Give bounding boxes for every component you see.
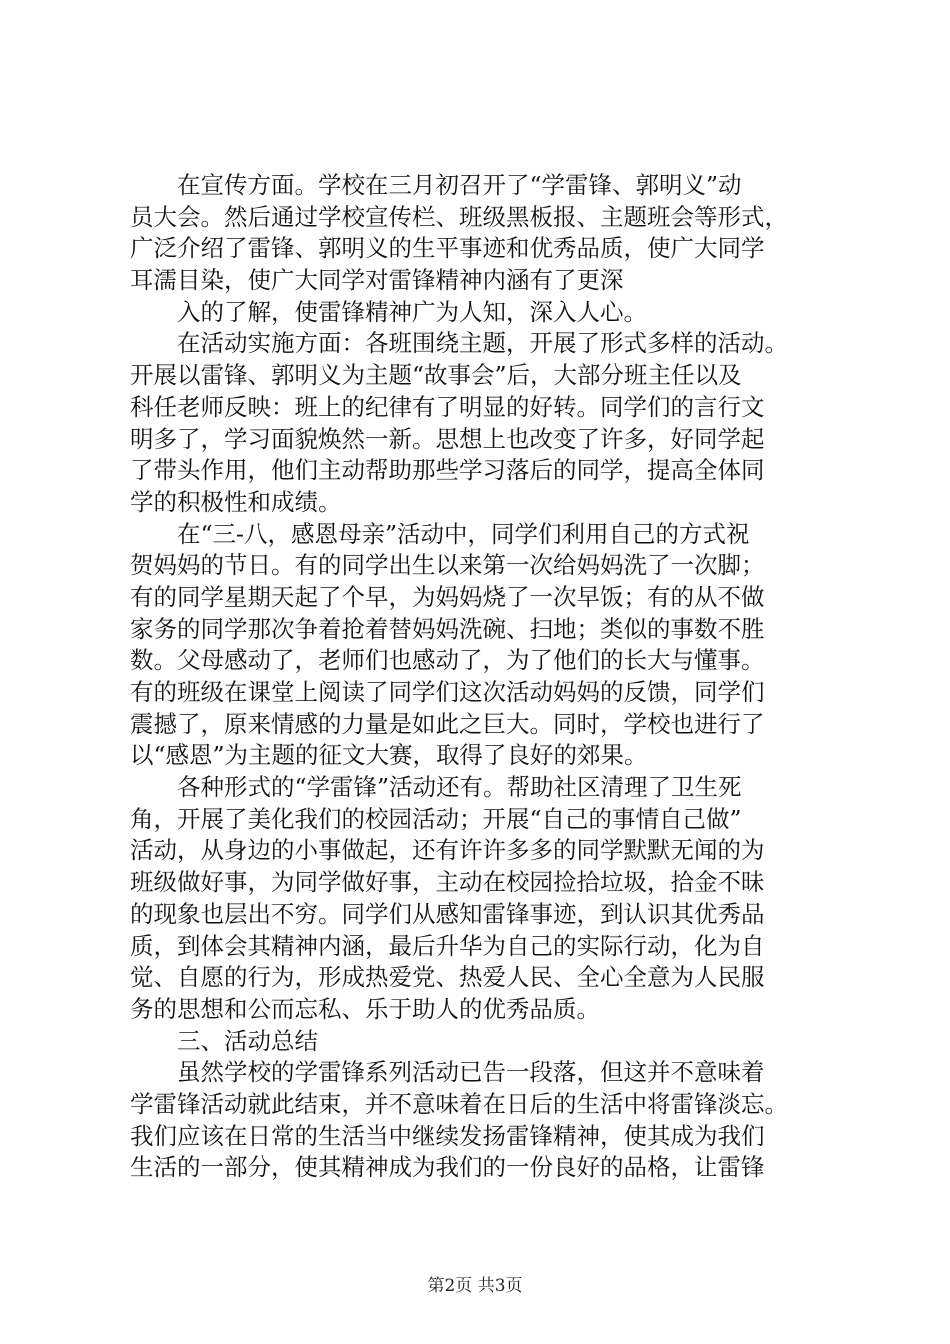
text-line: 务的思想和公而忘私、乐于助人的优秀品质。 [130, 994, 600, 1023]
text-line: 在活动实施方面：各班围绕主题，开展了形式多样的活动。 [130, 329, 788, 358]
text-line: 学雷锋活动就此结束，并不意味着在日后的生活中将雷锋淡忘。 [130, 1089, 788, 1118]
text-line: 质，到体会其精神内涵，最后升华为自己的实际行动，化为自 [130, 931, 765, 960]
text-line: 了带头作用，他们主动帮助那些学习落后的同学，提高全体同 [130, 456, 765, 485]
text-line: 我们应该在日常的生活当中继续发扬雷锋精神，使其成为我们 [130, 1121, 765, 1150]
text-line: 在“三-八，感恩母亲”活动中，同学们利用自己的方式祝 [130, 519, 750, 548]
text-line: 耳濡目染，使广大同学对雷锋精神内涵有了更深 [130, 266, 624, 295]
text-line: 震撼了，原来情感的力量是如此之巨大。同时，学校也进行了 [130, 709, 765, 738]
text-line: 有的同学星期天起了个早，为妈妈烧了一次早饭；有的从不做 [130, 582, 765, 611]
document-body [130, 170, 842, 1184]
text-line: 生活的一部分，使其精神成为我们的一份良好的品格，让雷锋 [130, 1153, 765, 1182]
text-line: 觉、自愿的行为，形成热爱党、热爱人民、全心全意为人民服 [130, 963, 765, 992]
text-line: 三、活动总结 [130, 1026, 318, 1055]
text-line: 科任老师反映：班上的纪律有了明显的好转。同学们的言行文 [130, 392, 765, 421]
text-line: 贺妈妈的节日。有的同学出生以来第一次给妈妈洗了一次脚； [130, 551, 765, 580]
text-line: 数。父母感动了，老师们也感动了，为了他们的长大与懂事。 [130, 646, 765, 675]
text-line: 各种形式的“学雷锋”活动还有。帮助社区清理了卫生死 [130, 773, 742, 802]
text-line: 在宣传方面。学校在三月初召开了“学雷锋、郭明义”动 [130, 171, 742, 199]
page-footer: 第2页 共3页 [427, 1276, 523, 1296]
text-line: 入的了解，使雷锋精神广为人知，深入人心。 [130, 297, 647, 326]
text-line: 有的班级在课堂上阅读了同学们这次活动妈妈的反馈，同学们 [130, 678, 765, 706]
text-line: 广泛介绍了雷锋、郭明义的生平事迹和优秀品质，使广大同学 [130, 234, 765, 263]
text-line: 明多了，学习面貌焕然一新。思想上也改变了许多，好同学起 [130, 424, 765, 453]
text-line: 的现象也层出不穷。同学们从感知雷锋事迹，到认识其优秀品 [130, 899, 765, 928]
text-line: 角，开展了美化我们的校园活动；开展“自己的事情自己做” [130, 804, 742, 833]
text-line: 家务的同学那次争着抢着替妈妈洗碗、扫地；类似的事数不胜 [130, 614, 765, 643]
text-line: 学的积极性和成绩。 [130, 487, 342, 516]
text-line: 活动，从身边的小事做起，还有许许多多的同学默默无闻的为 [130, 836, 765, 865]
text-line: 开展以雷锋、郭明义为主题“故事会”后，大部分班主任以及 [130, 361, 742, 390]
text-line: 员大会。然后通过学校宣传栏、班级黑板报、主题班会等形式， [130, 202, 788, 231]
text-line: 班级做好事，为同学做好事，主动在校园捡拾垃圾，拾金不昧 [130, 868, 765, 897]
text-line: 虽然学校的学雷锋系列活动已告一段落，但这并不意味着 [130, 1058, 765, 1087]
text-line: 以“感恩”为主题的征文大赛，取得了良好的郊果。 [130, 741, 648, 770]
